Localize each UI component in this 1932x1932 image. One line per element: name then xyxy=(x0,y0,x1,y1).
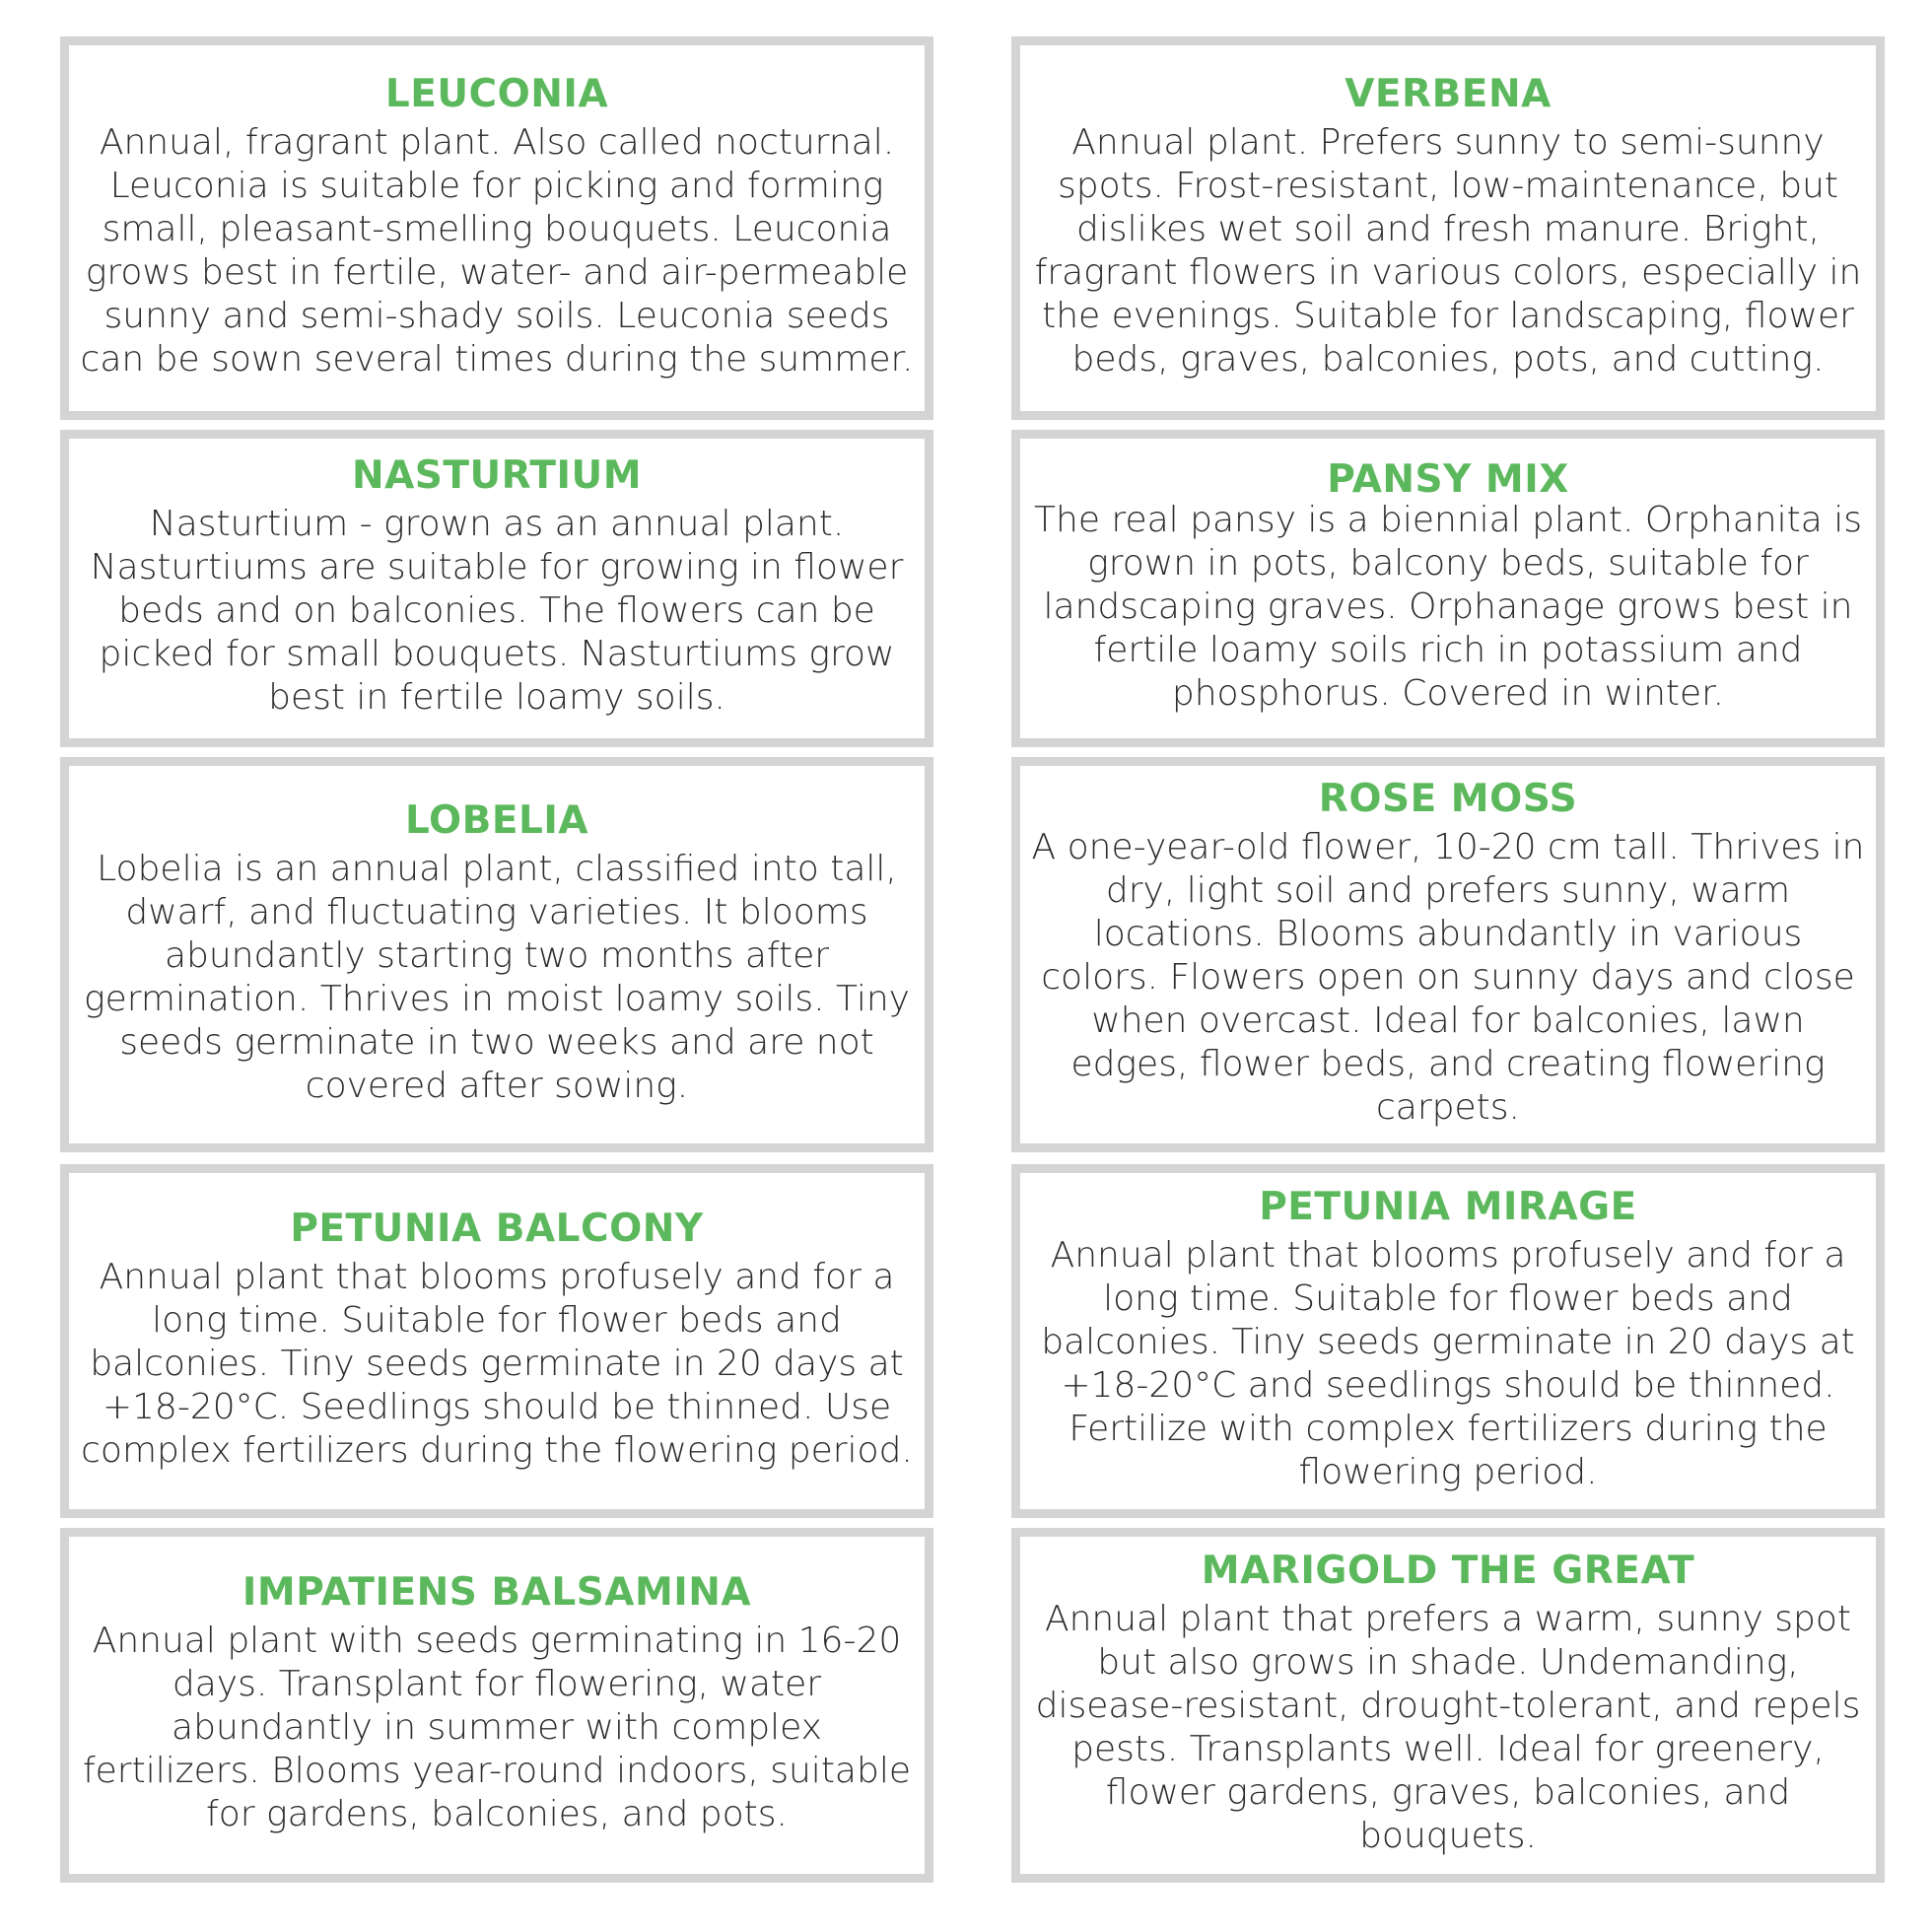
card-title: ROSE MOSS xyxy=(1318,776,1578,821)
card-title: PETUNIA MIRAGE xyxy=(1259,1184,1637,1229)
card-title: LEUCONIA xyxy=(384,71,609,116)
card-title: VERBENA xyxy=(1345,71,1552,116)
card-rose-moss xyxy=(1011,757,1885,1152)
card-title: PANSY MIX xyxy=(1327,457,1569,502)
card-lobelia xyxy=(60,757,933,1152)
card-leuconia xyxy=(60,36,933,420)
card-description: The real pansy is a biennial plant. Orphanita is grown in pots, balcony beds, suitable for landscaping graves. Orphanage grows best in fertile loamy soils rich in potassium and phosphorus. Covered in winter. xyxy=(1034,500,1862,714)
card-description: Annual plant that blooms profusely and for a long time. Suitable for flower beds and balconies. Tiny seeds germinate in 20 days at +18-20°C. Seedlings should be thinned. Use complex fertilizers during the flowering period. xyxy=(81,1256,913,1471)
card-title: LOBELIA xyxy=(404,797,589,843)
card-marigold-the-great xyxy=(1011,1528,1885,1883)
card-title: IMPATIENS BALSAMINA xyxy=(242,1570,752,1615)
card-description: Annual plant that prefers a warm, sunny spot but also grows in shade. Undemanding, disease-resistant, drought-tolerant, and repels pests. Transplants well. Ideal for greenery, flower gardens, graves, balconies, and bouquets. xyxy=(1035,1599,1861,1856)
card-impatiens-balsamina xyxy=(60,1528,933,1883)
card-petunia-mirage xyxy=(1011,1164,1885,1518)
card-verbena xyxy=(1011,36,1885,420)
card-description: Annual plant that blooms profusely and for a long time. Suitable for flower beds and balconies. Tiny seeds germinate in 20 days at +18-20°C and seedlings should be thinned. Fertilize with complex fertilizers during the flowering period. xyxy=(1041,1234,1855,1492)
card-petunia-balcony xyxy=(60,1164,933,1518)
card-description: Nasturtium - grown as an annual plant. Nasturtiums are suitable for growing in flower beds and on balconies. The flowers can be picked for small bouquets. Nasturtiums grow best in fertile loamy soils. xyxy=(90,504,904,718)
card-description: Annual, fragrant plant. Also called nocturnal. Leuconia is suitable for picking and forming small, pleasant-smelling bouquets. Leuconia grows best in fertile, water- and air-permeable sunny and semi-shady soils. Leuconia seeds can be sown several times during the summer. xyxy=(80,121,914,380)
card-title: MARIGOLD THE GREAT xyxy=(1201,1549,1695,1593)
card-description: Lobelia is an annual plant, classified into tall, dwarf, and fluctuating varieties. It blooms abundantly starting two months after germination. Thrives in moist loamy soils. Tiny seeds germinate in two weeks and are not covered after sowing. xyxy=(84,848,910,1106)
card-title: NASTURTIUM xyxy=(351,453,643,498)
card-description: A one-year-old flower, 10-20 cm tall. Thrives in dry, light soil and prefers sunny, warm locations. Blooms abundantly in various colors. Flowers open on sunny days and close when overcast. Ideal for balconies, lawn edges, flower beds, and creating flowering carpets. xyxy=(1031,826,1865,1128)
card-pansy-mix xyxy=(1011,430,1885,747)
card-title: PETUNIA BALCONY xyxy=(290,1206,704,1251)
card-description: Annual plant with seeds germinating in 16-20 days. Transplant for flowering, water abundantly in summer with complex fertilizers. Blooms year-round indoors, suitable for gardens, balconies, and pots. xyxy=(82,1621,911,1834)
card-description: Annual plant. Prefers sunny to semi-sunny spots. Frost-resistant, low-maintenance, but dislikes wet soil and fresh manure. Bright, fragrant flowers in various colors, especially in the evenings. Suitable for landscaping, flower beds, graves, balconies, pots, and cutting. xyxy=(1034,121,1862,380)
card-nasturtium xyxy=(60,430,933,747)
